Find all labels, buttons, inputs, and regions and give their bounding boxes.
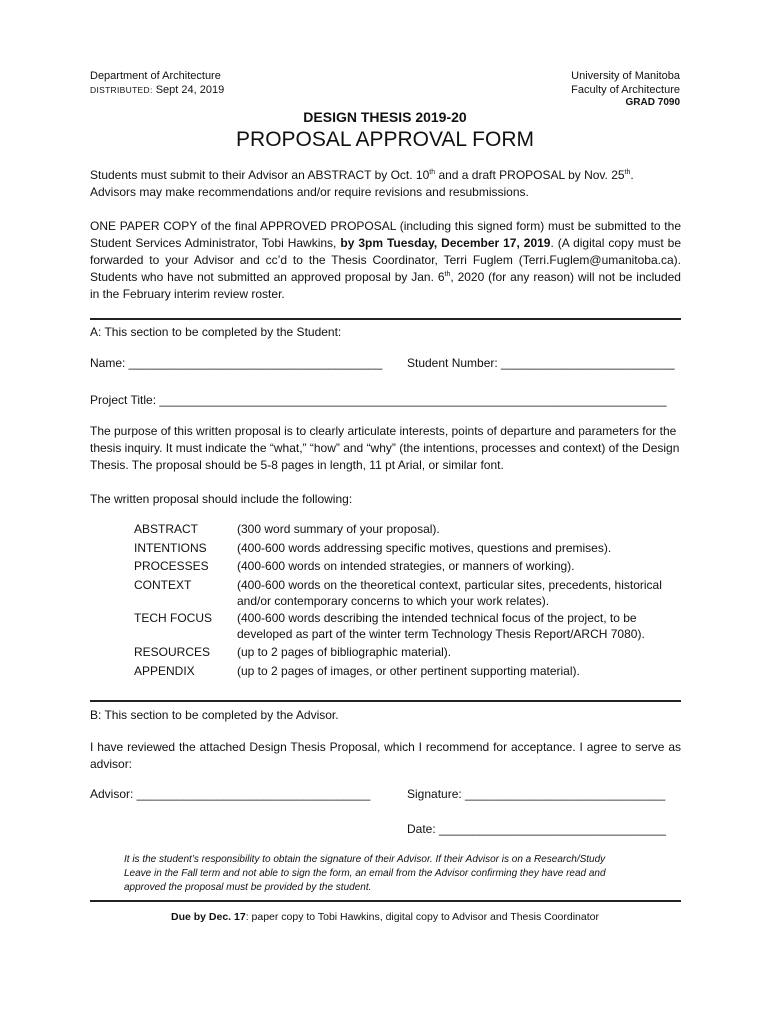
intro-text-line2: Advisors may make recommendations and/or require revisions and resubmissions. — [90, 185, 529, 199]
item-term: INTENTIONS — [134, 541, 207, 555]
advisor-field[interactable]: Advisor: ___________________________________ — [90, 787, 371, 801]
item-desc: (up to 2 pages of bibliographic material). — [237, 645, 452, 659]
item-term: ABSTRACT — [134, 522, 199, 536]
distributed-date: Sept 24, 2019 — [155, 84, 225, 96]
sup-1: th — [429, 169, 436, 176]
grad-code: GRAD 7090 — [625, 97, 680, 108]
item-desc: (400-600 words on the theoretical context, particular sites, precedents, historical and/or contemporary concerns to which your work relates). — [237, 578, 662, 608]
sup-2: th — [624, 169, 631, 176]
item-desc: (up to 2 pages of images, or other pertinent supporting material). — [237, 664, 580, 678]
responsibility-note: It is the student’s responsibility to obtain the signature of their Advisor. If their Advisor is on a Research/Study Leave in the Fall term and not able to sign the form, an email from the Advisor confirming they have read and approved the proposal must be provided by the student. — [124, 854, 606, 893]
date-field[interactable]: Date: __________________________________ — [407, 822, 666, 836]
department-name: Department of Architecture — [90, 70, 221, 82]
section-b-heading: B: This section to be completed by the Advisor. — [90, 708, 339, 722]
signature-field[interactable]: Signature: ______________________________ — [407, 787, 666, 801]
proposal-purpose: The purpose of this written proposal is to clearly articulate interests, points of departure and parameters for the thesis inquiry. It must indicate the “what,” “how” and “why” (the intentions, processes and context) of the Design Thesis. The proposal should be 5-8 pages in length, 11 pt Arial, or similar font. — [90, 424, 680, 472]
document-title: PROPOSAL APPROVAL FORM — [236, 128, 534, 151]
intro-paragraph-1 — [90, 167, 690, 201]
p2-text-c: , 2020 (for any reason) will not be included in the February interim review roster. — [90, 270, 681, 301]
item-term: CONTEXT — [134, 578, 192, 592]
intro-text-c: . — [630, 168, 634, 182]
intro-text-a: Students must submit to their Advisor an ABSTRACT by Oct. 10 — [90, 168, 430, 182]
project-title-field[interactable]: Project Title: ____________________________________________________________________________ — [90, 393, 667, 407]
intro-paragraph-2 — [90, 218, 681, 303]
p2-sup: th — [444, 271, 451, 278]
p2-text-a: ONE PAPER COPY of the final APPROVED PROPOSAL (including this signed form) must be submitted to the Student Services Administrator, Tobi Hawkins, — [90, 219, 681, 250]
distributed-line — [90, 84, 224, 96]
due-note — [0, 911, 770, 923]
item-term: PROCESSES — [134, 559, 209, 573]
intro-text-b: and a draft PROPOSAL by Nov. 25 — [435, 168, 625, 182]
item-term: APPENDIX — [134, 664, 195, 678]
section-a-heading: A: This section to be completed by the Student: — [90, 325, 342, 339]
due-date: Due by Dec. 17 — [170, 911, 246, 923]
p2-text-b: . (A digital copy must be forwarded to your Advisor and cc’d to the Thesis Coordinator, Terri Fuglem (Terri.Fuglem@umanitoba.ca). Students who have not submitted an approved proposal by Jan. 6 — [90, 236, 681, 284]
divider-middle — [90, 700, 681, 702]
item-desc: (300 word summary of your proposal). — [237, 522, 440, 536]
student-name-field[interactable]: Name: ______________________________________ — [90, 356, 383, 370]
item-term: TECH FOCUS — [134, 611, 212, 625]
student-number-field[interactable]: Student Number: __________________________ — [407, 356, 675, 370]
item-desc: (400-600 words describing the intended technical focus of the project, to be developed as part of the winter term Technology Thesis Report/ARCH 7080). — [237, 611, 645, 641]
document-subtitle: DESIGN THESIS 2019-20 — [303, 109, 467, 125]
distributed-label: DISTRIBUTED: — [90, 85, 153, 95]
divider-top — [90, 318, 681, 320]
p2-deadline: by 3pm Tuesday, December 17, 2019 — [340, 236, 551, 250]
item-term: RESOURCES — [134, 645, 211, 659]
item-desc: (400-600 words addressing specific motives, questions and premises). — [237, 541, 612, 555]
university-name: University of Manitoba — [571, 70, 680, 82]
item-desc: (400-600 words on intended strategies, or manners of working). — [237, 559, 575, 573]
advisor-statement: I have reviewed the attached Design Thesis Proposal, which I recommend for acceptance. I agree to serve as advisor: — [90, 740, 681, 771]
due-instructions: : paper copy to Tobi Hawkins, digital copy to Advisor and Thesis Coordinator — [245, 911, 599, 923]
divider-bottom — [90, 900, 681, 902]
faculty-name: Faculty of Architecture — [571, 84, 680, 96]
list-intro: The written proposal should include the following: — [90, 492, 353, 506]
